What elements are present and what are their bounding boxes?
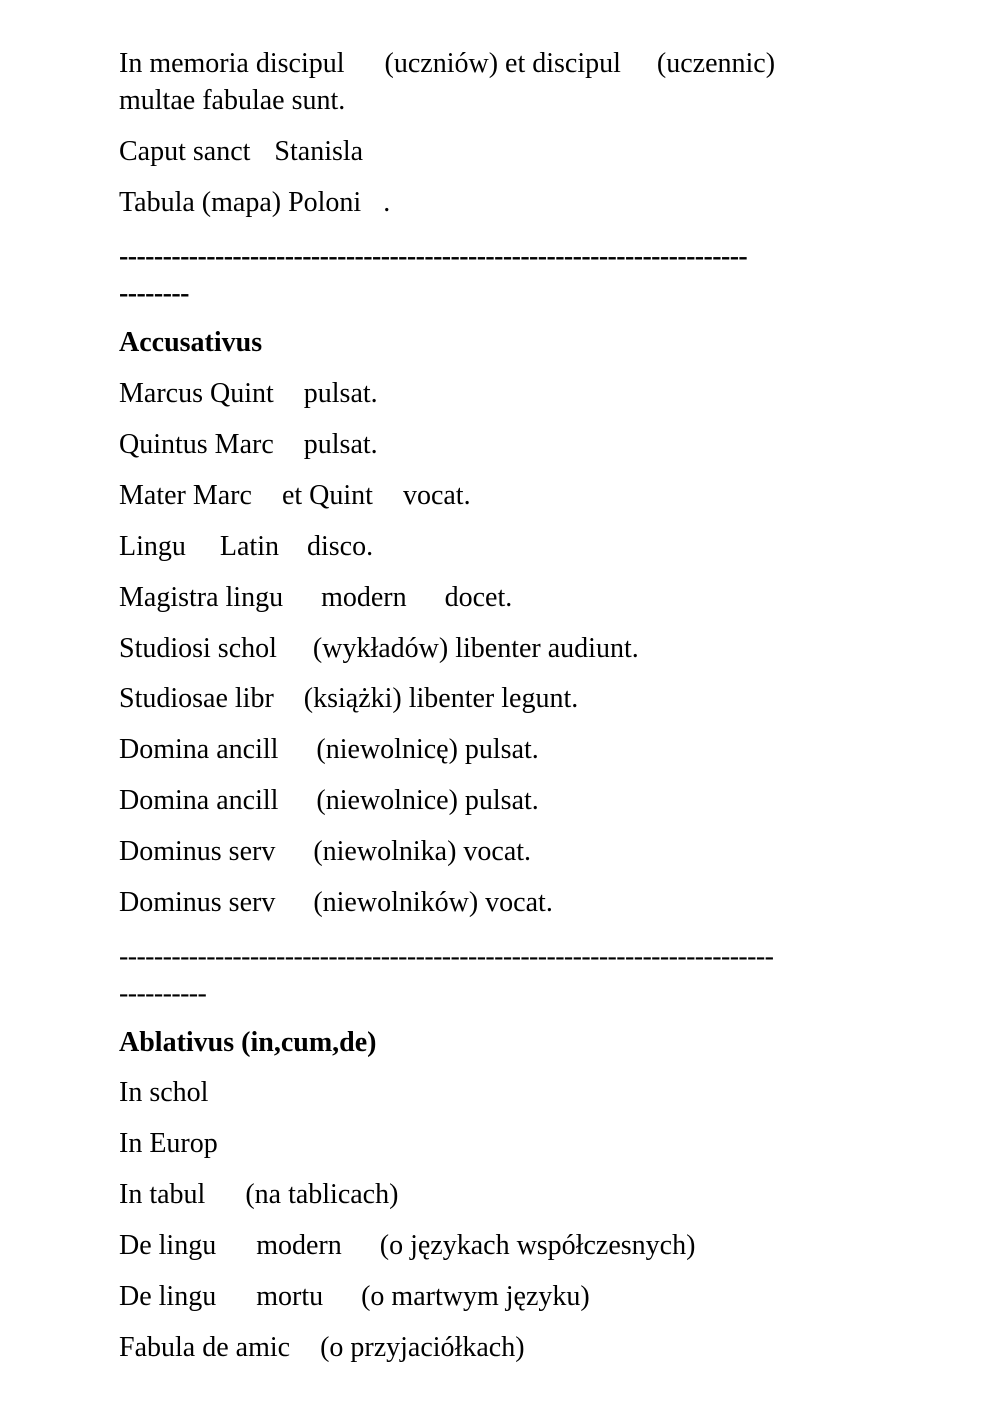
- exercise-line: [119, 530, 373, 564]
- text-segment: (niewolnicę) pulsat.: [316, 734, 539, 765]
- exercise-line: [119, 479, 471, 513]
- text-segment: (na tablicach): [245, 1179, 399, 1210]
- text-segment: De lingu: [119, 1281, 217, 1312]
- text-segment: (uczniów) et discipul: [384, 48, 621, 79]
- text-segment: Magistra lingu: [119, 582, 284, 613]
- text-segment: vocat.: [402, 480, 471, 511]
- exercise-line: [119, 1076, 238, 1110]
- text-segment: docet.: [444, 582, 513, 613]
- text-segment: (książki) libenter legunt.: [303, 683, 579, 714]
- text-segment: (uczennic): [656, 48, 776, 79]
- text-segment: (o językach współczesnych): [379, 1230, 696, 1261]
- text-segment: modern: [256, 1230, 342, 1261]
- text-segment: (niewolnice) pulsat.: [316, 785, 539, 816]
- exercise-line: [119, 135, 363, 169]
- text-segment: Fabula de amic: [119, 1332, 291, 1363]
- text-segment: (o martwym języku): [361, 1281, 590, 1312]
- text-segment: multae fabulae sunt.: [119, 85, 346, 116]
- text-segment: Tabula (mapa) Poloni: [119, 187, 362, 218]
- text-segment: Domina ancill: [119, 734, 279, 765]
- section-heading-accusativus: Accusativus: [119, 327, 263, 358]
- text-segment: Studiosae libr: [119, 683, 274, 714]
- exercise-line: [119, 1331, 525, 1365]
- exercise-line: [119, 1127, 248, 1161]
- exercise-line-continuation: [119, 84, 345, 118]
- text-segment: Latin: [219, 531, 279, 562]
- separator-line: ---------------------------------------------------------------------------: [119, 941, 774, 972]
- exercise-line: [119, 377, 378, 411]
- text-segment: pulsat.: [303, 378, 378, 409]
- text-segment: Stanisla: [274, 136, 364, 167]
- text-segment: pulsat.: [303, 429, 378, 460]
- exercise-line: [119, 1280, 590, 1314]
- exercise-line: [119, 186, 390, 220]
- text-segment: mortu: [256, 1281, 324, 1312]
- text-segment: Quintus Marc: [119, 429, 274, 460]
- exercise-line: [119, 1178, 398, 1212]
- text-segment: In memoria discipul: [119, 48, 345, 79]
- text-segment: De lingu: [119, 1230, 217, 1261]
- text-segment: (wykładów) libenter audiunt.: [312, 633, 639, 664]
- exercise-line: [119, 733, 539, 767]
- exercise-line: [119, 1229, 695, 1263]
- exercise-line: [119, 784, 539, 818]
- text-segment: (niewolników) vocat.: [313, 887, 553, 918]
- exercise-line: [119, 835, 531, 869]
- exercise-line: [119, 428, 378, 462]
- text-segment: Studiosi schol: [119, 633, 277, 664]
- text-segment: et Quint: [281, 480, 373, 511]
- text-segment: (o przyjaciółkach): [320, 1332, 525, 1363]
- text-segment: disco.: [306, 531, 374, 562]
- text-segment: In tabul: [119, 1179, 206, 1210]
- text-segment: modern: [321, 582, 407, 613]
- text-segment: Lingu: [119, 531, 186, 562]
- text-segment: .: [383, 187, 391, 218]
- text-segment: Marcus Quint: [119, 378, 274, 409]
- text-segment: Mater Marc: [119, 480, 252, 511]
- text-segment: Caput sanct: [119, 136, 251, 167]
- exercise-line: [119, 886, 553, 920]
- text-segment: In schol: [119, 1077, 209, 1108]
- separator-line: --------: [119, 278, 189, 309]
- text-segment: Dominus serv: [119, 836, 276, 867]
- text-segment: Domina ancill: [119, 785, 279, 816]
- section-heading-ablativus: Ablativus (in,cum,de): [119, 1027, 377, 1058]
- exercise-line: [119, 47, 775, 81]
- exercise-line: [119, 682, 578, 716]
- exercise-line: [119, 581, 512, 615]
- text-segment: In Europ: [119, 1128, 218, 1159]
- exercise-line: [119, 632, 639, 666]
- separator-line: ----------: [119, 978, 207, 1009]
- text-segment: Dominus serv: [119, 887, 276, 918]
- separator-line: ------------------------------------------------------------------------: [119, 241, 748, 272]
- text-segment: (niewolnika) vocat.: [313, 836, 532, 867]
